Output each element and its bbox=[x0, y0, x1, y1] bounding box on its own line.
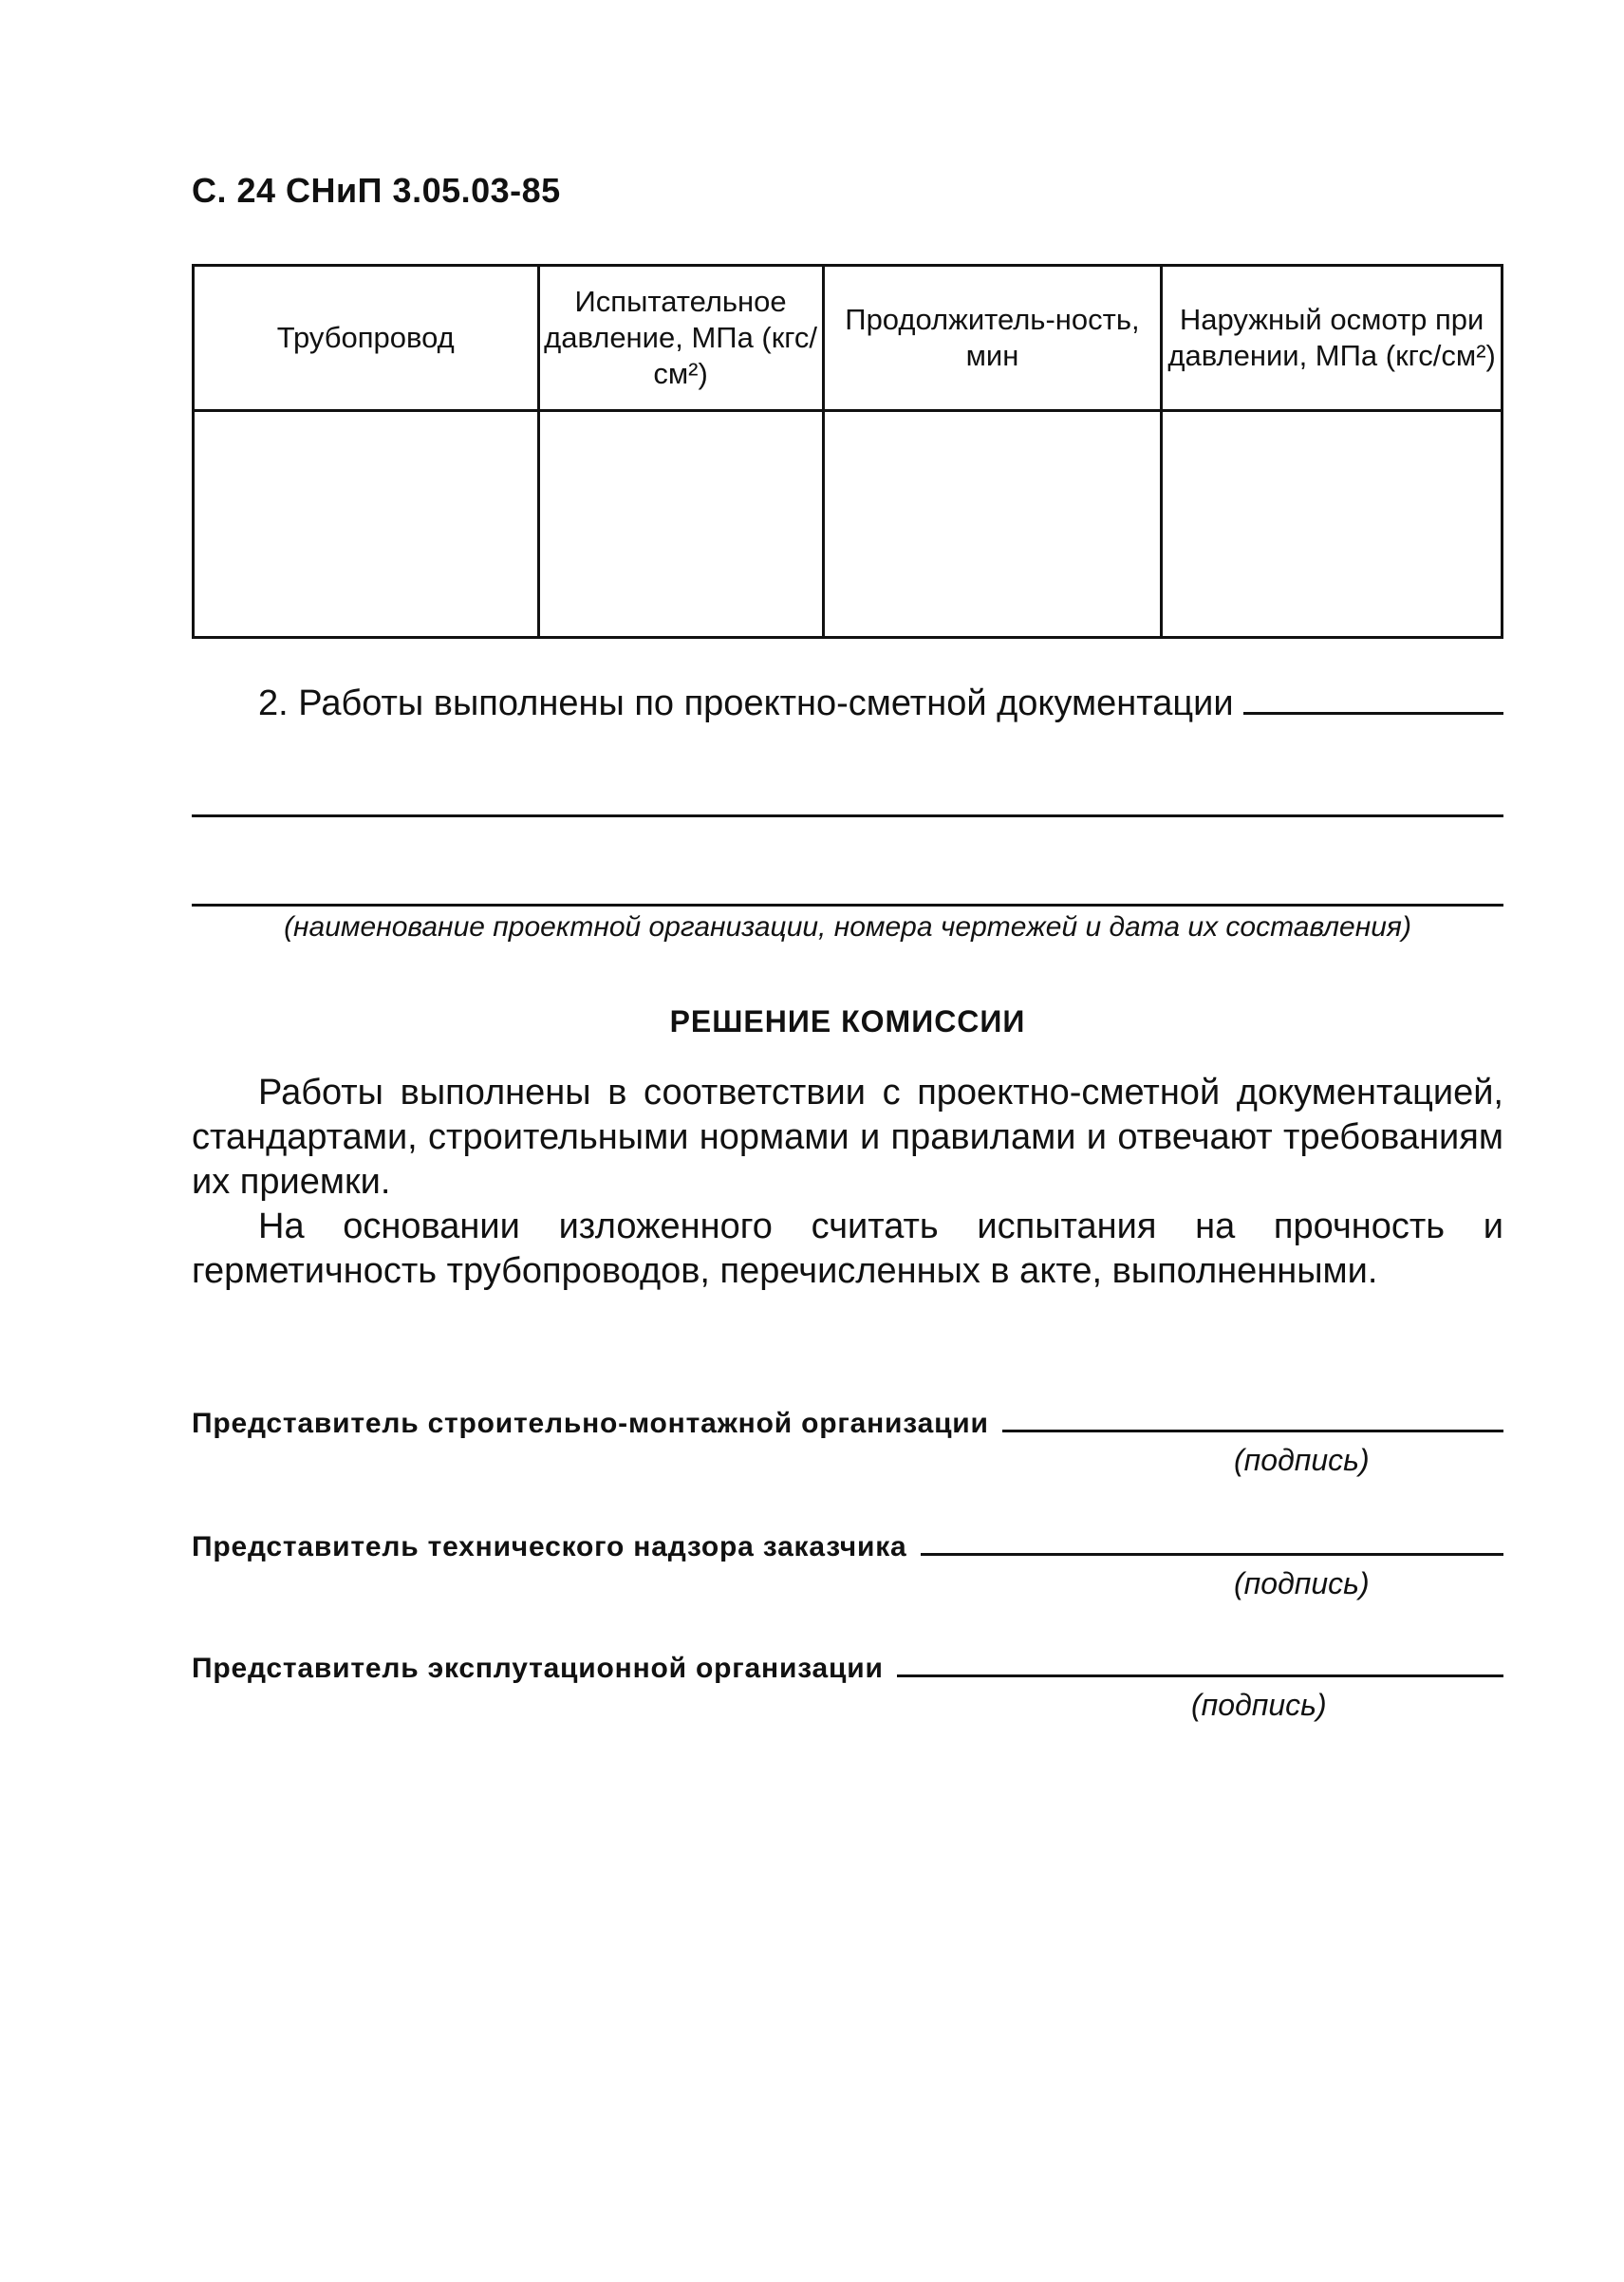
signature-caption: (подпись) bbox=[1234, 1566, 1370, 1600]
column-header-test-pressure: Испытательное давление, МПа (кгс/см²) bbox=[538, 266, 823, 411]
column-header-duration: Продолжитель-ность, мин bbox=[823, 266, 1162, 411]
signature-row-construction bbox=[192, 1405, 1503, 1440]
column-header-inspection-pressure: Наружный осмотр при давлении, МПа (кгс/см²) bbox=[1162, 266, 1503, 411]
documentation-fill-line-2[interactable] bbox=[192, 814, 1503, 817]
signature-line[interactable] bbox=[897, 1650, 1503, 1677]
table-header-row bbox=[194, 266, 1503, 411]
signature-label: Представитель строительно-монтажной организации bbox=[192, 1408, 989, 1439]
test-results-table bbox=[192, 264, 1503, 639]
table-row bbox=[194, 411, 1503, 638]
documentation-fill-line[interactable] bbox=[1243, 683, 1503, 715]
table-cell-inspection-pressure[interactable] bbox=[1162, 411, 1503, 638]
signature-row-technical-supervision bbox=[192, 1528, 1503, 1563]
page-header: С. 24 СНиП 3.05.03-85 bbox=[192, 171, 561, 210]
decision-text bbox=[192, 1071, 1503, 1294]
decision-heading: РЕШЕНИЕ КОМИССИИ bbox=[669, 1004, 1026, 1038]
signature-caption: (подпись) bbox=[1234, 1443, 1370, 1477]
table-cell-test-pressure[interactable] bbox=[538, 411, 823, 638]
signature-label: Представитель эксплутационной организации bbox=[192, 1653, 884, 1684]
signature-label: Представитель технического надзора заказчика bbox=[192, 1531, 907, 1562]
signature-caption: (подпись) bbox=[1191, 1688, 1327, 1722]
decision-paragraph: Работы выполнены в соответствии с проектно-сметной документацией, стандартами, строительными нормами и правилами и отвечают требованиям их приемки. bbox=[192, 1073, 1503, 1202]
item-2-text: 2. Работы выполнены по проектно-сметной документации bbox=[258, 683, 1234, 723]
table-cell-duration[interactable] bbox=[823, 411, 1162, 638]
column-header-pipeline: Трубопровод bbox=[194, 266, 539, 411]
documentation-caption: (наименование проектной организации, номера чертежей и дата их составления) bbox=[284, 911, 1411, 943]
signature-line[interactable] bbox=[921, 1528, 1503, 1556]
signature-line[interactable] bbox=[1002, 1405, 1503, 1432]
documentation-fill-line-3[interactable] bbox=[192, 904, 1503, 907]
decision-paragraph: На основании изложенного считать испытания на прочность и герметичность трубопроводов, перечисленных в акте, выполненными. bbox=[192, 1206, 1503, 1291]
item-2-statement bbox=[258, 683, 1503, 724]
table-cell-pipeline[interactable] bbox=[194, 411, 539, 638]
signature-row-operating-organization bbox=[192, 1650, 1503, 1685]
